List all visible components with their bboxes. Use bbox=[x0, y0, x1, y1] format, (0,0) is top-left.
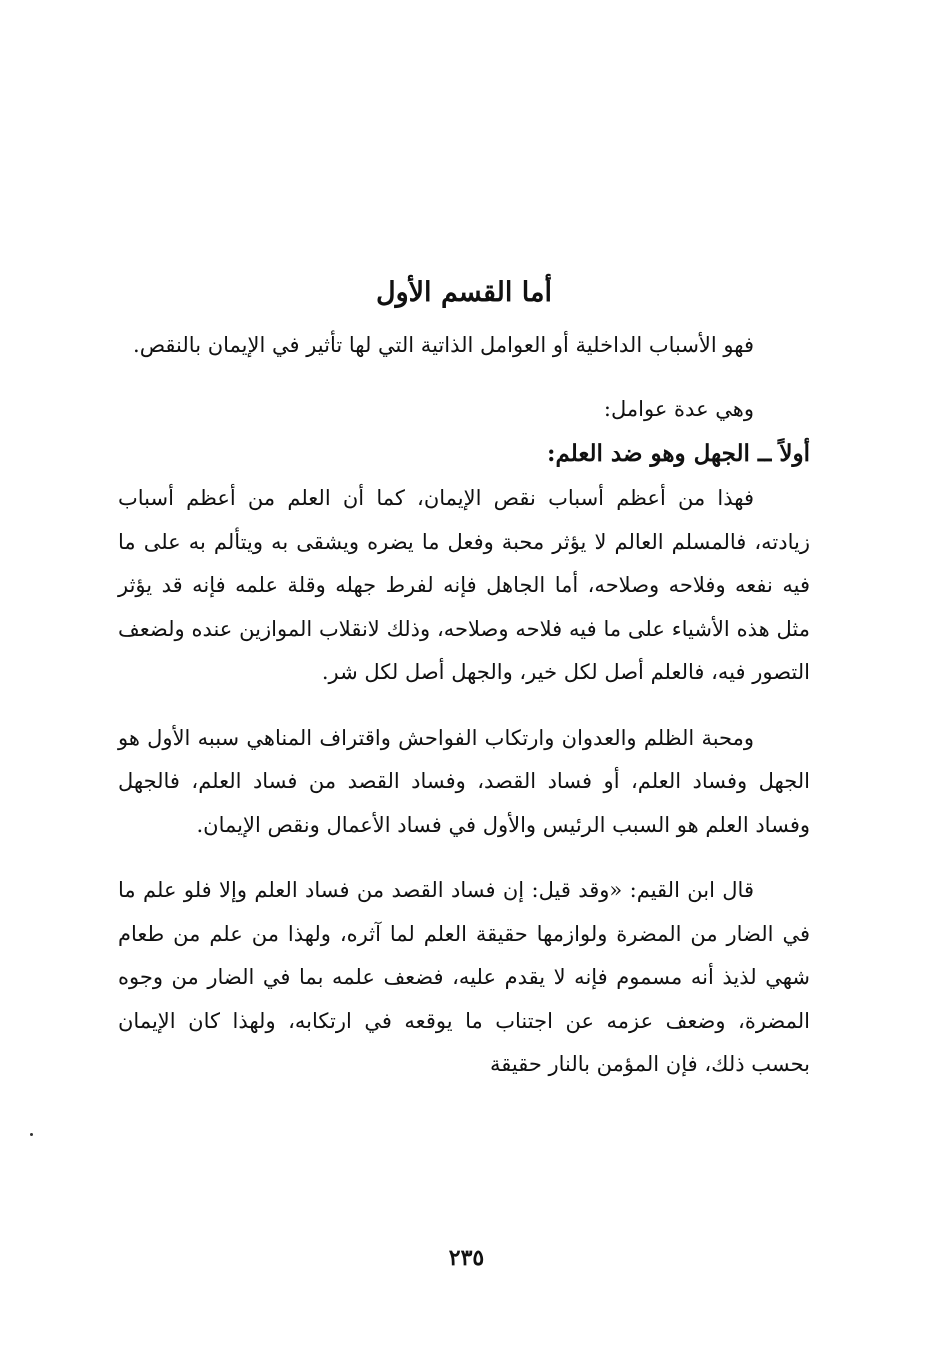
body-paragraph-3: قال ابن القيم: «وقد قيل: إن فساد القصد من فساد العلم وإلا فلو علم ما في الضار من المضرة ولوازمها حقيقة العلم لما آثره، ولهذا من علم من طعام شهي لذيذ أنه مسموم فإنه لا يقدم عليه، فضعف علمه بما في الضار من وجوه المضرة، وضعف عزمه عن اجتناب ما يوقعه في ارتكابه، ولهذا كان الإيمان بحسب ذلك، فإن المؤمن بالنار حقيقة bbox=[118, 878, 810, 1076]
scan-speck bbox=[30, 1133, 33, 1136]
page-content bbox=[118, 268, 810, 1087]
spacer bbox=[118, 368, 810, 388]
subheading-ignorance: أولاً ــ الجهل وهو ضد العلم: bbox=[546, 440, 810, 467]
body-paragraph-2: ومحبة الظلم والعدوان وارتكاب الفواحش واقتراف المناهي سببه الأول هو الجهل وفساد العلم، أو فساد القصد، وفساد القصد من فساد العلم، فالجهل وفساد العلم هو السبب الرئيس والأول في فساد الأعمال ونقص الإيمان. bbox=[118, 725, 810, 837]
body-paragraph-1: فهذا من أعظم أسباب نقص الإيمان، كما أن العلم من أعظم أسباب زيادته، فالمسلم العالم لا يؤثر محبة وفعل ما يضره ويشقى به ويتألم به على ما فيه نفعه وفلاحه وصلاحه، أما الجاهل فإنه لفرط جهله وقلة علمه فإنه قد يؤثر مثل هذه الأشياء على ما فيه فلاحه وصلاحه، وذلك لانقلاب الموازين عنده ولضعف التصور فيه، فالعلم أصل لكل خير، والجهل أصل لكل شر. bbox=[118, 486, 810, 684]
spacer bbox=[118, 695, 810, 717]
factors-line: وهي عدة عوامل: bbox=[603, 396, 754, 421]
spacer bbox=[118, 847, 810, 869]
page-number: ٢٣٥ bbox=[448, 1245, 485, 1271]
intro-paragraph: فهو الأسباب الداخلية أو العوامل الذاتية التي لها تأثير في الإيمان بالنقص. bbox=[133, 333, 754, 357]
section-title: أما القسم الأول bbox=[376, 277, 552, 308]
